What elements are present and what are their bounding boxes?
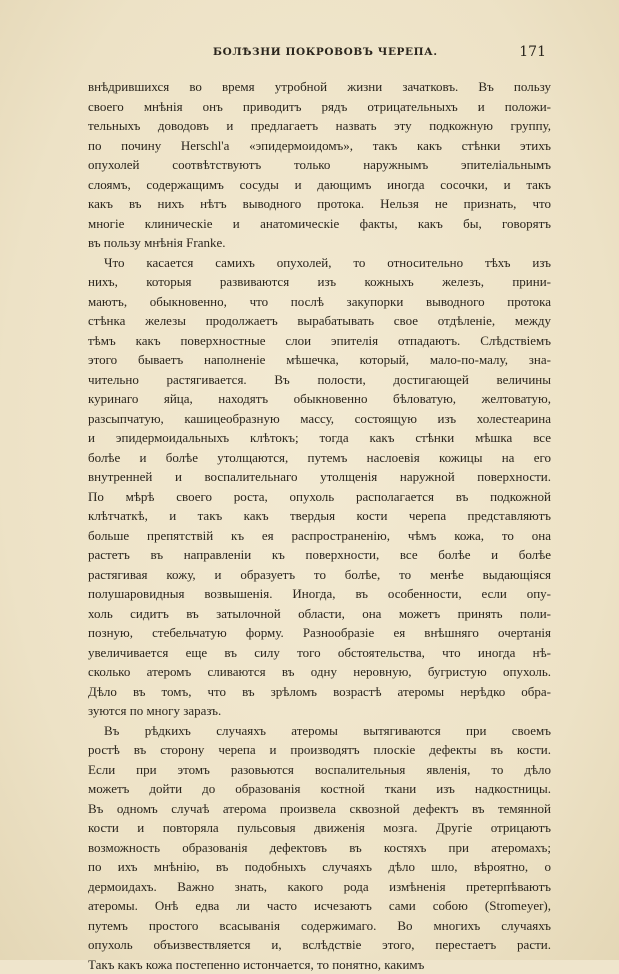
text-line: Если при этомъ разовьются воспалительныя явленія, то дѣло	[88, 760, 551, 780]
page-number: 171	[519, 44, 546, 60]
text-line: Такъ какъ кожа постепенно истончается, то понятно, какимъ	[88, 955, 551, 974]
text-line: болѣе и болѣе утолщаются, путемъ наслоевія кожицы на его	[88, 448, 551, 468]
body-text	[88, 77, 551, 974]
text-line: можетъ дойти до образованія костной ткани изъ надкостницы.	[88, 779, 551, 799]
text-line: По мѣрѣ своего роста, опухоль располагается въ подкожной	[88, 487, 551, 507]
text-line: тельныхъ доводовъ и предлагаетъ назвать эту подкожную группу,	[88, 116, 551, 136]
text-line: ростѣ въ сторону черепа и производятъ плоскіе дефекты въ кости.	[88, 740, 551, 760]
text-line: и эпидермоидальныхъ клѣтокъ; тогда какъ стѣнки мѣшка все	[88, 428, 551, 448]
text-line: опухолей соотвѣтствуютъ только наружнымъ эпителіальнымъ	[88, 155, 551, 175]
text-line: этого бываетъ наполненіе мѣшечка, который, мало-по-малу, зна-	[88, 350, 551, 370]
text-line: путемъ простого всасыванія содержимаго. Во многихъ случаяхъ	[88, 916, 551, 936]
text-line: дермоидахъ. Важно знать, какого рода измѣненія претерпѣваютъ	[88, 877, 551, 897]
text-line: кости и повторяла пульсовыя движенія мозга. Другіе отрицаютъ	[88, 818, 551, 838]
text-line: стѣнка железы продолжаетъ вырабатывать свое отдѣленіе, между	[88, 311, 551, 331]
text-line: какъ въ нихъ нѣтъ выводного протока. Нельзя не признать, что	[88, 194, 551, 214]
text-line: тѣмъ какъ поверхностные слои эпителія отпадаютъ. Слѣдствіемъ	[88, 331, 551, 351]
text-line: разсыпчатую, кашицеобразную массу, состоящую изъ холестеарина	[88, 409, 551, 429]
text-line: зуются по многу заразъ.	[88, 701, 551, 721]
text-line: растягивая кожу, и образуетъ то болѣе, то менѣе выдающіяся	[88, 565, 551, 585]
text-line: Дѣло въ томъ, что въ зрѣломъ возрастѣ атеромы нерѣдко обра-	[88, 682, 551, 702]
text-line: внутренней и воспалительнаго утолщенія наружной поверхности.	[88, 467, 551, 487]
running-title: БОЛѢЗНИ ПОКРОВОВЪ ЧЕРЕПА.	[213, 46, 438, 58]
text-line: въ пользу мнѣнія Franke.	[88, 233, 551, 253]
text-line: своего мнѣнія онъ приводитъ рядъ отрицательныхъ и положи-	[88, 97, 551, 117]
text-line: клѣтчаткѣ, и такъ какъ твердыя кости черепа представляютъ	[88, 506, 551, 526]
text-line: по ихъ мнѣнію, въ подобныхъ случаяхъ дѣло шло, вѣроятно, о	[88, 857, 551, 877]
paragraph	[88, 721, 551, 974]
text-line: позную, стебельчатую форму. Разнообразіе ея внѣшняго очертанія	[88, 623, 551, 643]
text-line: опухоль объизвествляется и, вслѣдствіе этого, перестаетъ расти.	[88, 935, 551, 955]
text-line: внѣдрившихся во время утробной жизни зачатковъ. Въ пользу	[88, 77, 551, 97]
page-header	[88, 44, 552, 62]
text-line: холь сидитъ въ затылочной области, она можетъ принять поли-	[88, 604, 551, 624]
text-line: нихъ, которыя развиваются изъ кожныхъ железъ, прини-	[88, 272, 551, 292]
text-line: куринаго яйца, находятъ обыкновенно бѣловатую, желтоватую,	[88, 389, 551, 409]
text-line: атеромы. Онѣ едва ли часто исчезаютъ сами собою (Stromeyer),	[88, 896, 551, 916]
text-line: увеличивается еще въ силу того обстоятельства, что иногда нѣ-	[88, 643, 551, 663]
paragraph	[88, 77, 551, 253]
text-line: по почину Herschl'a «эпидермоидомъ», такъ какъ стѣнки этихъ	[88, 136, 551, 156]
text-line: растетъ въ направленіи къ поверхности, все болѣе и болѣе	[88, 545, 551, 565]
text-line: полушаровидныя возвышенія. Иногда, въ особенности, если опу-	[88, 584, 551, 604]
text-line: маютъ, обыкновенно, что послѣ закупорки выводного протока	[88, 292, 551, 312]
paragraph	[88, 253, 551, 721]
text-line: Въ одномъ случаѣ атерома произвела сквозной дефектъ въ темянной	[88, 799, 551, 819]
text-line: больше препятствій къ ея распространенію, чѣмъ кожа, то она	[88, 526, 551, 546]
text-line: многіе клиническіе и анатомическіе факты, какъ бы, говорятъ	[88, 214, 551, 234]
text-line: возможность образованія дефектовъ въ костяхъ при атеромахъ;	[88, 838, 551, 858]
text-line: слоямъ, содержащимъ сосуды и дающимъ иногда сосочки, и такъ	[88, 175, 551, 195]
text-line: чительно растягивается. Въ полости, достигающей величины	[88, 370, 551, 390]
text-line: сколько атеромъ сливаются въ одну неровную, бугристую опухоль.	[88, 662, 551, 682]
text-line: Что касается самихъ опухолей, то относительно тѣхъ изъ	[88, 253, 551, 273]
text-line: Въ рѣдкихъ случаяхъ атеромы вытягиваются при своемъ	[88, 721, 551, 741]
